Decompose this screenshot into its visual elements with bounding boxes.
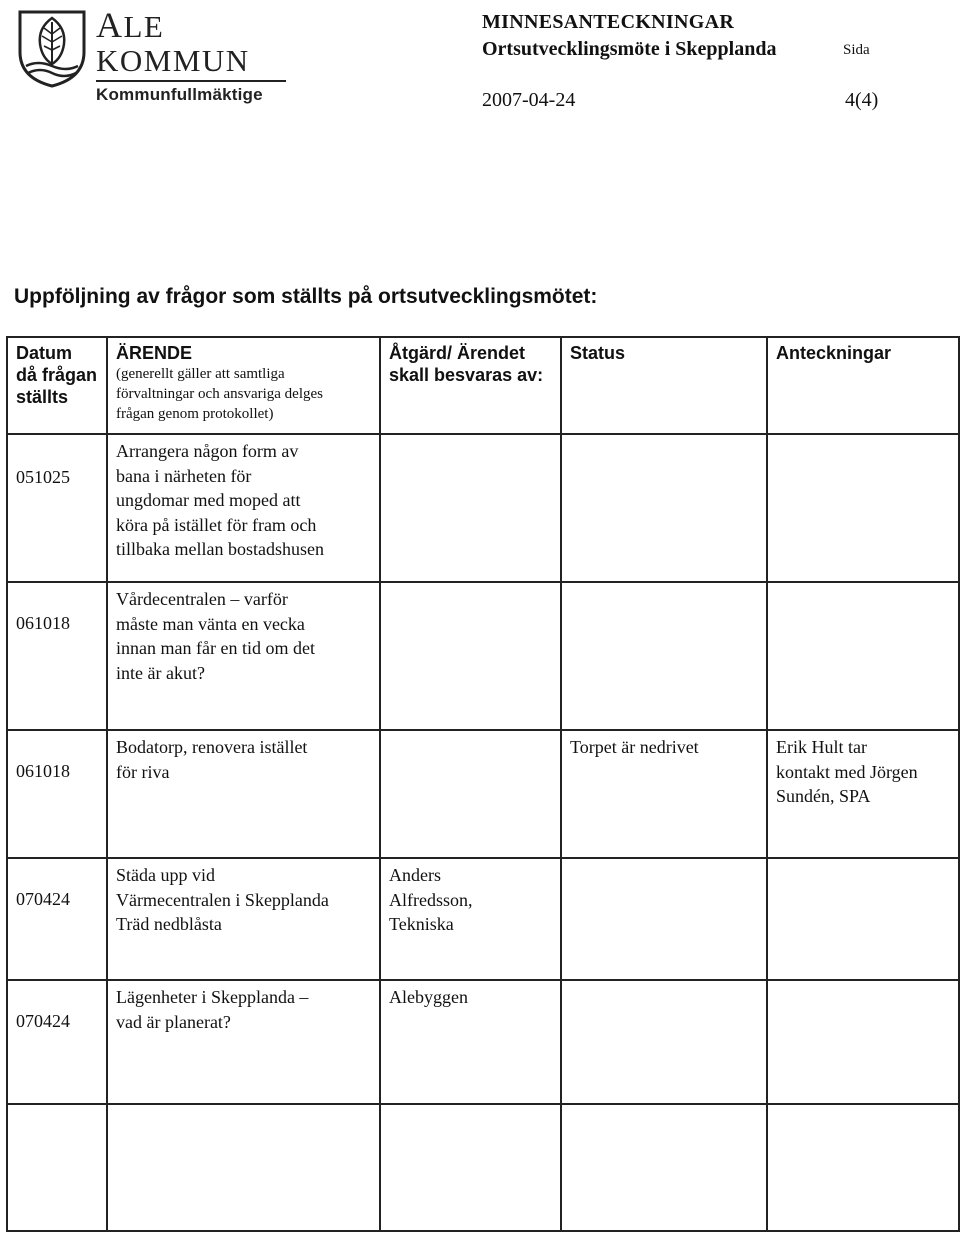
table-header-row xyxy=(7,337,959,434)
cell-action xyxy=(380,730,561,858)
table-row xyxy=(7,582,959,730)
cell-date xyxy=(7,1104,107,1231)
header-action: Åtgärd/ Ärendet skall besvaras av: xyxy=(380,337,561,434)
page-label: Sida xyxy=(843,42,870,58)
section-heading: Uppföljning av frågor som ställts på ortsutvecklingsmötet: xyxy=(14,285,598,308)
document-title: MINNESANTECKNINGAR xyxy=(482,11,735,33)
logo-wordmark: ALE KOMMUN xyxy=(96,5,250,78)
cell-action: Anders Alfredsson, Tekniska xyxy=(380,858,561,980)
cell-date: 061018 xyxy=(7,582,107,730)
cell-errand: Vårdecentralen – varför måste man vänta en vecka innan man får en tid om det inte är akut? xyxy=(107,582,380,730)
municipality-logo-text xyxy=(96,5,286,105)
cell-date: 070424 xyxy=(7,980,107,1104)
cell-notes: Erik Hult tar kontakt med Jörgen Sundén, SPA xyxy=(767,730,959,858)
cell-status: Torpet är nedrivet xyxy=(561,730,767,858)
cell-action xyxy=(380,582,561,730)
cell-action xyxy=(380,434,561,582)
header-errand: ÄRENDE (generellt gäller att samtliga förvaltningar och ansvariga delges frågan genom protokollet) xyxy=(107,337,380,434)
table-row xyxy=(7,434,959,582)
municipality-crest-logo xyxy=(14,8,90,88)
cell-date: 070424 xyxy=(7,858,107,980)
document-subtitle: Ortsutvecklingsmöte i Skepplanda xyxy=(482,38,777,60)
cell-status xyxy=(561,858,767,980)
table-row xyxy=(7,858,959,980)
cell-date: 061018 xyxy=(7,730,107,858)
logo-divider xyxy=(96,80,286,82)
cell-errand: Lägenheter i Skepplanda – vad är planerat? xyxy=(107,980,380,1104)
cell-errand xyxy=(107,1104,380,1231)
page-number: 4(4) xyxy=(845,89,879,111)
cell-errand: Arrangera någon form av bana i närheten för ungdomar med moped att köra på istället för fram och tillbaka mellan bostadshusen xyxy=(107,434,380,582)
cell-notes xyxy=(767,1104,959,1231)
header-date: Datum då frågan ställts xyxy=(7,337,107,434)
cell-status xyxy=(561,434,767,582)
logo-subtitle: Kommunfullmäktige xyxy=(96,85,263,104)
cell-errand: Städa upp vid Värmecentralen i Skepplanda Träd nedblåsta xyxy=(107,858,380,980)
document-date: 2007-04-24 xyxy=(482,89,576,111)
table-row-empty xyxy=(7,1104,959,1231)
header-notes: Anteckningar xyxy=(767,337,959,434)
table-row xyxy=(7,980,959,1104)
cell-status xyxy=(561,1104,767,1231)
cell-action: Alebyggen xyxy=(380,980,561,1104)
cell-notes xyxy=(767,980,959,1104)
cell-date: 051025 xyxy=(7,434,107,582)
cell-notes xyxy=(767,434,959,582)
followup-table xyxy=(6,336,960,1232)
header-status: Status xyxy=(561,337,767,434)
cell-errand: Bodatorp, renovera istället för riva xyxy=(107,730,380,858)
cell-status xyxy=(561,980,767,1104)
cell-notes xyxy=(767,582,959,730)
cell-action xyxy=(380,1104,561,1231)
table-row xyxy=(7,730,959,858)
cell-status xyxy=(561,582,767,730)
cell-notes xyxy=(767,858,959,980)
